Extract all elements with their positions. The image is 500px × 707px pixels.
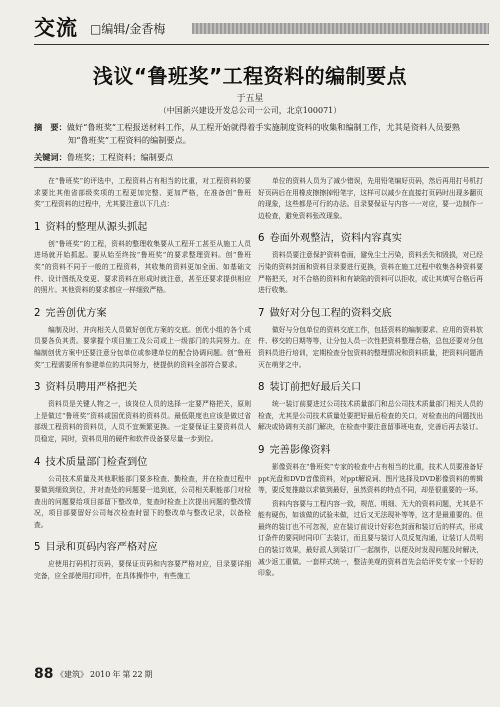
section-number: 9 — [258, 444, 265, 456]
section-number: 8 — [258, 382, 265, 394]
section-body: 影像资料在“鲁班奖”专家的检查中占有相当的比重，技术人员要准备好ppt光盘和DVD音像资料，对ppt解说词、图片选择及DVD影像资料的剪辑等，要反复推敲以求做到最好，虽然资料的特点不同，却是很重要的一环。 — [258, 462, 483, 495]
section-number: 2 — [34, 307, 41, 319]
section-body: 资料员要注意保护资料卷面，避免尘土污染，资料丢失和毁损，对已经污染的资料封面和资料目录要进行更换，资料在施工过程中收集各种资料要严格把关，对不合格的资料和有缺陷的资料可以拒收，或让其填写合格后再进行收集。 — [258, 251, 483, 295]
journal-issue-prefix: 第 — [122, 670, 131, 679]
section-number: 3 — [34, 382, 41, 394]
abstract-text-line2: 知“鲁班奖”工程资料的编制要点。 — [68, 135, 191, 145]
section-body: 做好与分包单位的资料交底工作，包括资料的编制要求、应用的资料软件、移交的日期等等，让分包人员一次性把资料整理合格，总包还要对分包资料员进行培训，定期检查分包资料的整理情况和资料质量，把资料问题消灭在萌芽之中。 — [258, 325, 483, 369]
section-number: 5 — [34, 542, 41, 554]
journal-issue-unit: 期 — [144, 670, 153, 679]
section-number: 7 — [258, 307, 265, 319]
keywords — [34, 152, 482, 163]
journal-citation — [56, 669, 155, 680]
section-number: 4 — [34, 456, 41, 468]
page-number: 88 — [34, 666, 54, 682]
section-body: 资料员是关键人物之一，该岗位人员的选择一定要严格把关，原则上是做过“鲁班奖”资料或国优资料的资料员。最低限度也应该是做过省部级工程资料的资料员，人员不宜频繁更换。一定要保证主要资料员人员稳定，同时，资料员用的硬件和软件设备要尽量一步到位。 — [34, 400, 251, 443]
section-title: 做好对分包工程的资料交底 — [269, 307, 392, 319]
journal-year-unit: 年 — [112, 670, 121, 679]
header-rule — [34, 44, 489, 45]
section-heading — [34, 381, 251, 394]
journal-name: 《建筑》 — [56, 670, 88, 679]
section-heading — [258, 381, 483, 394]
section-number: 1 — [34, 221, 41, 233]
journal-year: 2010 — [90, 670, 111, 679]
section-heading — [34, 221, 251, 234]
section-title: 资料的整理从源头抓起 — [45, 221, 148, 233]
column-header — [34, 10, 489, 40]
closing-paragraph: 资料内容要与工程内容一致，规范、明细、无大的资料问题，尤其是不能有硬伤，如该做的试验未做，过后又无法现补等等，这才是最重要的。但最终的装订也不可忽视，应在装订前设计好彩色封面和装订后的样式，形成订条件的要同时同印厂去装订，而且要与装订人员反复沟通，让装订人员明白的装订效果，最好派人到装订厂一起制作，以便及时发现问题及时解决，减少返工重做。一套样式统一，整洁美观的资料首先会给评奖专家一个好的印象。 — [258, 499, 483, 578]
section-body: 应使用打码机打页码，要保证页码和内容要严格对应，目录要详细完备，应全部使用打印件，在具体操作中，有些施工 — [34, 560, 251, 581]
section-heading — [258, 232, 483, 245]
keywords-label: 关键词： — [34, 152, 67, 162]
section-body: 编制及时、并向相关人员做好创优方案的交底。创优小组的各个成员要各负其责。要掌握个项目施工及公司或上一级部门的共同努力。在编制创优方案中还要注意分包单位或参建单位的配合协调问题。创“鲁班奖”工程需要所有参建单位的共同努力，使提供的资料全部符合要求。 — [34, 325, 251, 369]
left-column — [34, 176, 251, 585]
section-title: 技术质量部门检查到位 — [45, 456, 148, 468]
section-body: 统一装订前要进过公司技术质量部门和总公司技术质量部门相关人员的检查，尤其是公司技术质量处要把好最后检查的关口，对检查出的问题找出解决或协调有关部门解决，在检查中要注意留事班电查，完善后再去装订。 — [258, 400, 483, 432]
intro-paragraph: 在“鲁班奖”的评选中，工程资料占有相当的比重，对工程资料的要求要比其他省部级奖项的工程更加完整、更加严格，在准备创“鲁班奖”工程资料的过程中，尤其要注意以下几点： — [34, 177, 251, 209]
section-title: 卷面外观整洁，资料内容真实 — [269, 233, 402, 245]
abstract-label: 摘 要： — [34, 122, 67, 132]
section-heading — [34, 456, 251, 469]
section-title: 完善影像资料 — [269, 444, 331, 456]
journal-issue: 22 — [132, 670, 143, 679]
article-title: 浅议“鲁班奖”工程资料的编制要点 — [92, 64, 408, 88]
section-heading — [258, 307, 483, 320]
article-affiliation: （中国新兴建设开发总公司一公司，北京100071） — [158, 106, 342, 115]
section-title: 目录和页码内容严格对应 — [45, 542, 158, 554]
header-decorative-bar — [192, 23, 489, 34]
section-body: 公司技术质量及其他职能部门要多检查、勤检查，并在检查过程中要做到细致到位，并对查处的问题要一追到底，公司相关职能部门对检查出的问题要给项目部留下整改单，复查时检查上次提出问题的整改情况，项目部要留好公司每次检查时留下的整改单与整改记录，以备检查。 — [34, 474, 251, 529]
article-author: 于五星 — [236, 94, 264, 104]
section-heading — [34, 541, 251, 554]
abstract — [34, 121, 482, 147]
section-heading — [258, 444, 483, 457]
abstract-rule — [34, 167, 489, 168]
abstract-text-line1: 做好“鲁班奖”工程报送材料工作，从工程开始就得着手实施制度资料的收集和编制工作，尤其是资料人员要熟 — [66, 122, 460, 132]
section-heading — [34, 307, 251, 320]
editor-credit: □编辑/金香梅 — [90, 22, 166, 36]
keywords-text: 鲁班奖；工程资料；编制要点 — [66, 152, 174, 162]
section-title: 完善创优方案 — [45, 307, 107, 319]
continued-paragraph: 单位的资料人员为了减少错误，先用铅笔编好页码，然后再用打号机打好页码后在用橡皮擦擦掉铅笔字，这样可以减少在直接打页码时出现多翻页的现象，这些都是可行的办法。目录要保证与内容一一对应，要一边制作一边检查，避免资料张改现象。 — [258, 177, 483, 220]
column-title: 交流 — [34, 16, 78, 40]
section-body: 创“鲁班奖”的工程，资料的整理收集要从工程开工甚至从施工人员进场就开始抓起。要从始至终按“鲁班奖”的要求整理资料。创“鲁班奖”的资料不同于一般的工程资料，其收集的资料更加全面、如基础文件、设计图纸及变更、要求资料在形成时就注意，甚至还要求提供相应的照片。其他资料的要求都应一样细致严格。 — [34, 239, 251, 295]
section-title: 装订前把好最后关口 — [269, 382, 362, 394]
section-number: 6 — [258, 233, 265, 245]
right-column — [258, 176, 483, 582]
section-title: 资料员聘用严格把关 — [45, 382, 138, 394]
